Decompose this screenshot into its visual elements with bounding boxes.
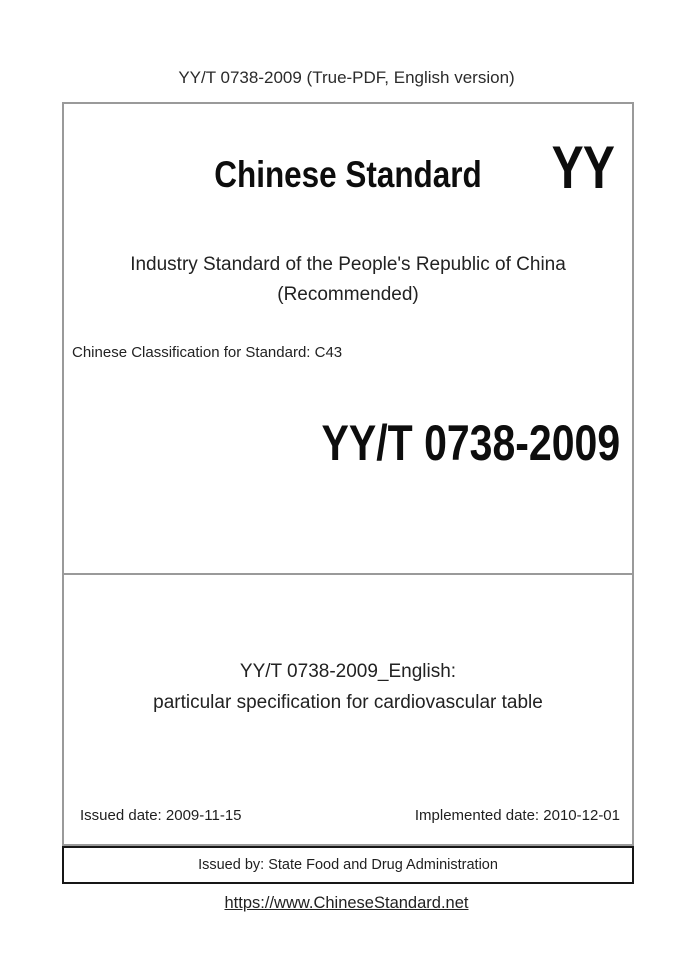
issued-date-label: Issued date: 2009-11-15: [80, 807, 242, 824]
cover-box: [62, 102, 634, 846]
standard-type-block: [64, 250, 632, 310]
standard-type-line2: (Recommended): [277, 284, 419, 305]
document-header-note: YY/T 0738-2009 (True-PDF, English version): [178, 68, 515, 87]
issuer-box: [62, 846, 634, 884]
footer-link-wrap: [0, 894, 693, 913]
standard-title-block: [64, 656, 632, 718]
standard-title-line2: particular specification for cardiovascular table: [153, 692, 543, 713]
standard-title-line1: YY/T 0738-2009_English:: [239, 661, 457, 682]
dates-row: [80, 807, 620, 824]
section-divider: [64, 573, 632, 575]
yy-logo: YY: [551, 134, 614, 201]
standard-type-line1: Industry Standard of the People's Republic of China: [130, 254, 566, 275]
standard-number: YY/T 0738-2009: [321, 415, 620, 471]
brand-title: Chinese Standard: [214, 154, 482, 195]
site-link[interactable]: https://www.ChineseStandard.net: [224, 894, 469, 912]
classification-label: Chinese Classification for Standard: C43: [72, 344, 343, 361]
implemented-date-label: Implemented date: 2010-12-01: [414, 807, 620, 824]
issued-by-label: Issued by: State Food and Drug Administration: [198, 857, 498, 873]
